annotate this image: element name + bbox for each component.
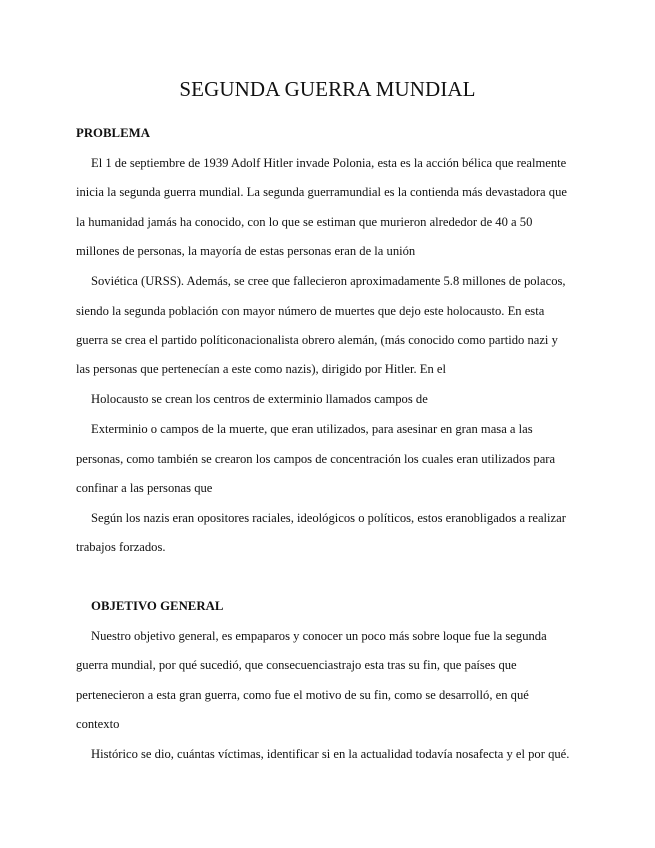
section-heading-problema: PROBLEMA <box>76 126 150 140</box>
paragraph-line: Exterminio o campos de la muerte, que eran utilizados, para asesinar en gran masa a las <box>91 422 533 436</box>
paragraph-line: Según los nazis eran opositores raciales, ideológicos o políticos, estos eranobligados a realizar <box>91 511 566 525</box>
paragraph-line: personas, como también se crearon los campos de concentración los cuales eran utilizados para <box>76 452 556 466</box>
paragraph-line: las personas que pertenecían a este como nazis), dirigido por Hitler. En el <box>76 362 446 376</box>
paragraph-line: El 1 de septiembre de 1939 Adolf Hitler invade Polonia, esta es la acción bélica que realmente <box>91 156 567 170</box>
section-heading-objetivo-general: OBJETIVO GENERAL <box>91 599 224 613</box>
paragraph-line: confinar a las personas que <box>76 481 213 495</box>
paragraph-line: Nuestro objetivo general, es empaparos y conocer un poco más sobre loque fue la segunda <box>91 629 547 643</box>
paragraph-line: guerra se crea el partido políticonacionalista obrero alemán, (más conocido como partido nazi y <box>76 333 558 347</box>
paragraph-line: inicia la segunda guerra mundial. La segunda guerramundial es la contienda más devastadora que <box>76 185 567 199</box>
paragraph-line: Soviética (URSS). Además, se cree que fallecieron aproximadamente 5.8 millones de polacos, <box>91 274 566 288</box>
paragraph-line: guerra mundial, por qué sucedió, que consecuenciastrajo esta tras su fin, que países que <box>76 658 517 672</box>
paragraph-line: pertenecieron a esta gran guerra, como fue el motivo de su fin, como se desarrolló, en qué <box>76 688 529 702</box>
paragraph-line: contexto <box>76 717 120 731</box>
paragraph-line: trabajos forzados. <box>76 540 166 554</box>
paragraph-line: millones de personas, la mayoría de estas personas eran de la unión <box>76 244 416 258</box>
paragraph-line: la humanidad jamás ha conocido, con lo que se estiman que murieron alrededor de 40 a 50 <box>76 215 533 229</box>
paragraph-line: Holocausto se crean los centros de exterminio llamados campos de <box>91 392 428 406</box>
document-title: SEGUNDA GUERRA MUNDIAL <box>179 77 476 101</box>
paragraph-line: Histórico se dio, cuántas víctimas, identificar si en la actualidad todavía nosafecta y el por qué. <box>91 747 570 761</box>
paragraph-line: siendo la segunda población con mayor número de muertes que dejo este holocausto. En esta <box>76 304 545 318</box>
